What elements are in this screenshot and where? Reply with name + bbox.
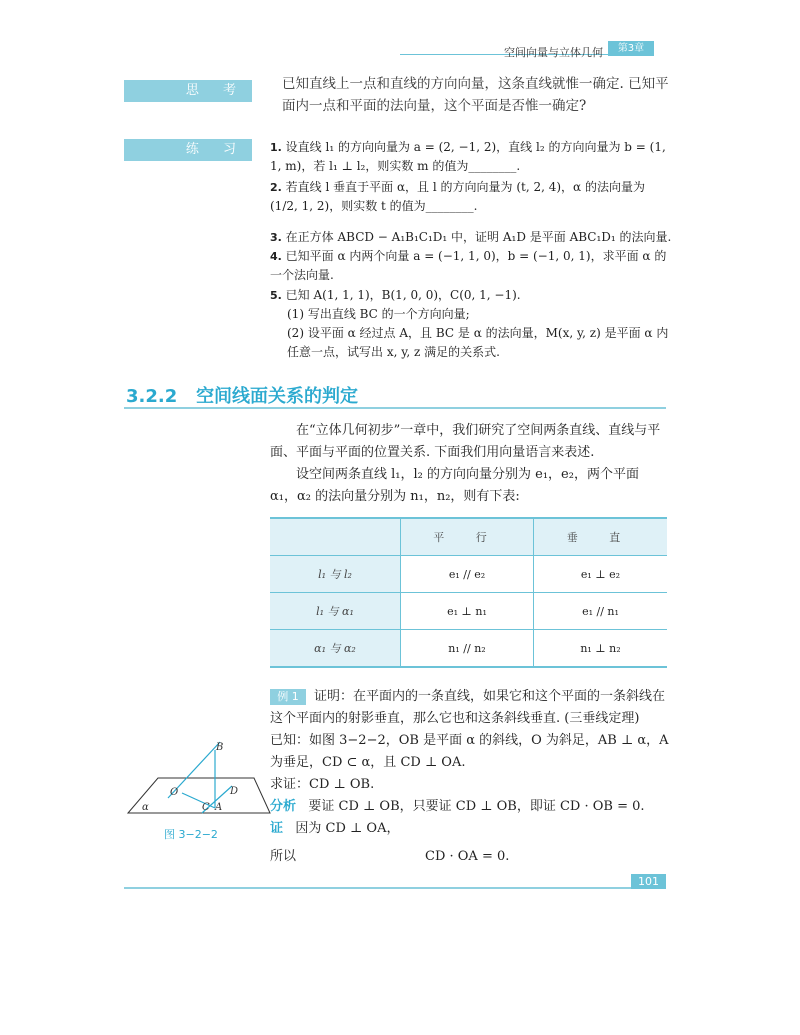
table-header-cell	[270, 518, 401, 556]
practice-item: 5. 已知 A(1, 1, 1)，B(1, 0, 0)，C(0, 1, −1).	[270, 288, 521, 302]
example-analysis: 分析 要证 CD ⊥ OB，只要证 CD ⊥ OB，即证 CD · OB = 0.	[270, 799, 645, 814]
example-so	[270, 846, 670, 868]
table-row	[270, 556, 667, 593]
example-tag: 例 1	[270, 689, 306, 705]
page-number: 101	[631, 874, 666, 889]
relation-table	[270, 517, 667, 668]
label-d: D	[230, 786, 239, 797]
table-cell: e₁ ⊥ n₁	[401, 593, 534, 630]
think-text: 已知直线上一点和直线的方向向量，这条直线就惟一确定. 已知平面内一点和平面的法向量，这个平面是否惟一确定?	[282, 76, 669, 114]
running-header-title: 空间向量与立体几何	[504, 46, 603, 59]
table-header-row	[270, 518, 667, 556]
example-prove: 求证：CD ⊥ OB.	[270, 777, 375, 792]
figure-caption: 图 3−2−2	[164, 828, 218, 841]
section-title	[126, 382, 358, 408]
section-rule	[124, 407, 666, 409]
table-row	[270, 593, 667, 630]
table-header-cell: 平 行	[401, 518, 534, 556]
table-header-cell: 垂 直	[534, 518, 668, 556]
section-number: 3.2.2	[126, 386, 178, 407]
practice-item: 4. 已知平面 α 内两个向量 a = (−1, 1, 0)，b = (−1, 0, 1)，求平面 α 的一个法向量.	[270, 249, 667, 282]
footer-rule	[124, 887, 666, 889]
table-cell: e₁ ⊥ e₂	[534, 556, 668, 593]
intro-paragraph: 设空间两条直线 l₁，l₂ 的方向向量分别为 e₁，e₂，两个平面 α₁，α₂ 的法向量分别为 n₁，n₂，则有下表:	[270, 467, 639, 504]
table-cell: n₁ // n₂	[401, 630, 534, 668]
table-cell: n₁ ⊥ n₂	[534, 630, 668, 668]
think-tag: 思 考	[124, 80, 252, 102]
practice-tag: 练 习	[124, 139, 252, 161]
example-statement: 证明：在平面内的一条直线，如果它和这个平面的一条斜线在这个平面内的射影垂直，那么它也和这条斜线垂直. (三垂线定理)	[270, 689, 666, 726]
practice-item: 3. 在正方体 ABCD − A₁B₁C₁D₁ 中，证明 A₁D 是平面 ABC₁D₁ 的法向量.	[270, 230, 672, 244]
figure-3-2-2	[124, 738, 274, 824]
example-proof: 证 因为 CD ⊥ OA，	[270, 821, 400, 836]
label-a: A	[215, 802, 223, 813]
analysis-label: 分析	[270, 799, 297, 814]
practice-item: 2. 若直线 l 垂直于平面 α，且 l 的方向向量为 (t, 2, 4)，α 的法向量为 (1/2, 1, 2)，则实数 t 的值为________.	[270, 180, 645, 213]
example-given: 已知：如图 3−2−2，OB 是平面 α 的斜线，O 为斜足，AB ⊥ α，A 为垂足，CD ⊂ α，且 CD ⊥ OA.	[270, 733, 669, 770]
table-cell: e₁ // n₁	[534, 593, 668, 630]
so-expression: CD · OA = 0.	[425, 849, 510, 864]
practice-item: 1. 设直线 l₁ 的方向向量为 a = (2, −1, 2)，直线 l₂ 的方向向量为 b = (1, 1, m)，若 l₁ ⊥ l₂，则实数 m 的值为________.	[270, 140, 666, 173]
intro-paragraph: 在“立体几何初步”一章中，我们研究了空间两条直线、直线与平面、平面与平面的位置关系. 下面我们用向量语言来表述.	[270, 423, 661, 460]
practice-sub-item: (1) 写出直线 BC 的一个方向向量;	[287, 307, 470, 321]
so-label: 所以	[270, 849, 297, 864]
label-alpha: α	[142, 802, 149, 813]
label-o: O	[170, 787, 179, 798]
chapter-badge: 第3章	[608, 41, 654, 56]
table-cell: l₁ 与 l₂	[270, 556, 401, 593]
table-cell: e₁ // e₂	[401, 556, 534, 593]
table-cell: l₁ 与 α₁	[270, 593, 401, 630]
label-c: C	[202, 802, 210, 813]
proof-label: 证	[270, 821, 284, 836]
table-row	[270, 630, 667, 668]
table-cell: α₁ 与 α₂	[270, 630, 401, 668]
practice-sub-item: (2) 设平面 α 经过点 A，且 BC 是 α 的法向量，M(x, y, z) 是平面 α 内任意一点，试写出 x, y, z 满足的关系式.	[287, 326, 669, 359]
label-b: B	[216, 742, 224, 753]
section-heading: 空间线面关系的判定	[196, 386, 359, 407]
